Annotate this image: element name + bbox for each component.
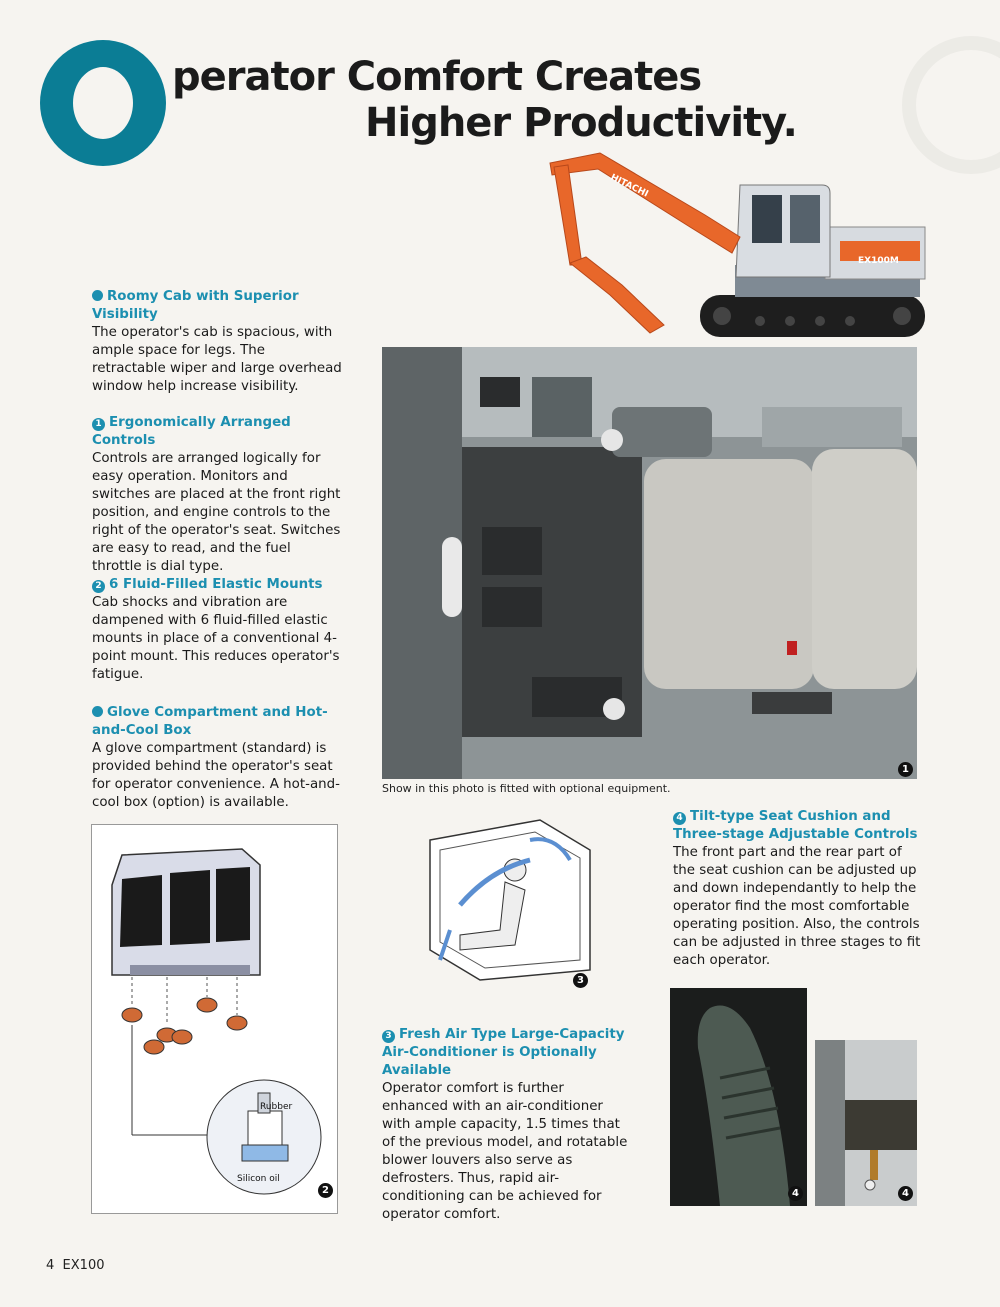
number-badge: 4 bbox=[673, 812, 686, 825]
page-title-line1: perator Comfort Creates bbox=[172, 54, 702, 100]
section-air-conditioner bbox=[382, 1026, 632, 1224]
seat-adjuster-photo bbox=[815, 1040, 917, 1206]
section-body: The operator's cab is spacious, with ample space for legs. The retractable wiper and large overhead window help increase visibility. bbox=[92, 325, 342, 394]
elastic-mount-diagram bbox=[91, 824, 338, 1214]
cab-interior-illustration bbox=[382, 347, 917, 779]
photo-number-badge: 4 bbox=[898, 1186, 913, 1201]
cab-mount-illustration bbox=[92, 825, 337, 1213]
bullet-icon bbox=[92, 706, 103, 717]
photo-number-badge: 4 bbox=[788, 1186, 803, 1201]
section-seat-cushion bbox=[673, 808, 923, 970]
excavator-model: EX100M bbox=[858, 256, 899, 266]
control-lever-photo bbox=[670, 988, 807, 1206]
section-heading: 3 Fresh Air Type Large-Capacity Air-Conditioner is Optionally Available bbox=[382, 1027, 625, 1078]
section-elastic-mounts bbox=[92, 576, 342, 684]
bullet-icon bbox=[92, 290, 103, 301]
photo-number-badge: 1 bbox=[898, 762, 913, 777]
seat-illustration bbox=[815, 1040, 917, 1206]
title-initial-o bbox=[40, 40, 166, 166]
section-heading: Roomy Cab with Superior Visibility bbox=[92, 289, 299, 322]
number-badge: 2 bbox=[92, 580, 105, 593]
page-footer bbox=[46, 1258, 104, 1273]
section-ergonomic-controls bbox=[92, 414, 342, 576]
section-body: Operator comfort is further enhanced with an air-conditioner with ample capacity, 1.5 times that of the previous model, and rotatable blower louvers also serve as defrosters. Thus, rapid air-conditioning can be achieved for operator comfort. bbox=[382, 1081, 628, 1222]
section-glove-compartment bbox=[92, 704, 342, 812]
section-body: A glove compartment (standard) is provided behind the operator's seat for operator convenience. A hot-and-cool box (option) is available. bbox=[92, 741, 340, 810]
excavator-image bbox=[540, 145, 930, 345]
section-heading: 2 6 Fluid-Filled Elastic Mounts bbox=[92, 576, 342, 594]
aircon-diagram bbox=[420, 810, 600, 990]
section-heading: Glove Compartment and Hot-and-Cool Box bbox=[92, 705, 328, 738]
section-body: Cab shocks and vibration are dampened with 6 fluid-filled elastic mounts in place of a conventional 4-point mount. This reduces operator's fatigue. bbox=[92, 595, 340, 682]
number-badge: 3 bbox=[382, 1030, 395, 1043]
aircon-illustration bbox=[420, 810, 600, 990]
section-roomy-cab bbox=[92, 288, 342, 396]
section-heading: 4 Tilt-type Seat Cushion and Three-stage Adjustable Controls bbox=[673, 809, 918, 842]
cab-interior-photo bbox=[382, 347, 917, 779]
number-badge: 1 bbox=[92, 418, 105, 431]
page-title-line2: Higher Productivity. bbox=[365, 100, 797, 146]
diagram-number-badge: 2 bbox=[318, 1183, 333, 1198]
silicon-oil-label: Silicon oil bbox=[237, 1174, 280, 1184]
diagram-number-badge: 3 bbox=[573, 973, 588, 988]
lever-illustration bbox=[670, 988, 807, 1206]
footer-model: EX100 bbox=[62, 1258, 105, 1273]
excavator-brand: HITACHI bbox=[608, 172, 650, 200]
section-body: The front part and the rear part of the seat cushion can be adjusted up and down independantly to help the operator find the most comfortable operating position. Also, the controls can be adjusted in three stages to fit each operator. bbox=[673, 845, 921, 968]
section-body: Controls are arranged logically for easy operation. Monitors and switches are placed at the front right position, and engine controls to the right of the operator's seat. Switches are easy to read, and the fuel throttle is dial type. bbox=[92, 451, 341, 574]
rubber-label: Rubber bbox=[260, 1102, 293, 1112]
section-heading: 1 Ergonomically Arranged Controls bbox=[92, 415, 291, 448]
page-number: 4 bbox=[46, 1258, 55, 1273]
photo-caption: Show in this photo is fitted with optional equipment. bbox=[382, 782, 671, 795]
